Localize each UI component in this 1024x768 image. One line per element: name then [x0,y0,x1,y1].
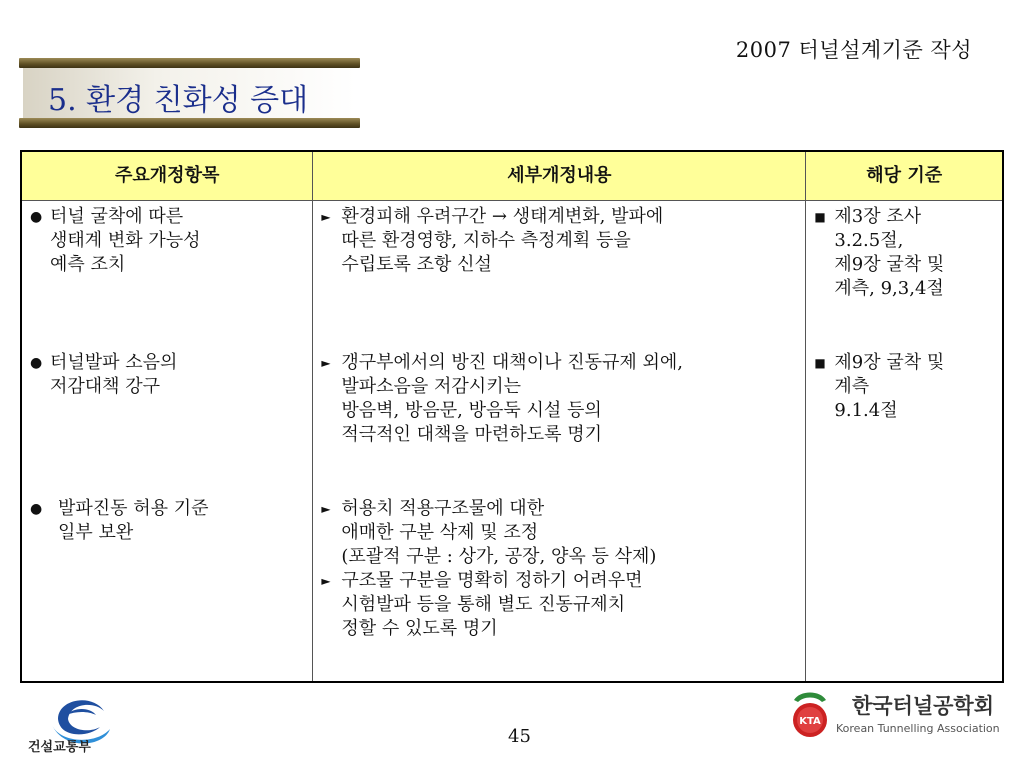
item-entry [30,351,306,399]
standard-entry [814,205,996,301]
detail-line: 허용치 적용구조물에 대한 [341,498,545,519]
title-bar-bottom [19,118,360,128]
detail-line: 정할 수 있도록 명기 [341,618,498,639]
standard-group [814,351,996,497]
standard-line: 계측, 9,3,4절 [834,278,944,299]
circle-bullet-icon: ● [30,501,43,517]
table-header-row [21,151,1003,201]
square-bullet-icon: ■ [814,210,826,224]
circle-bullet-icon: ● [30,209,43,225]
detail-entry [321,351,799,447]
standard-cell [806,201,1003,683]
moct-logo-label: 건설교통부 [28,740,91,755]
standard-line: 제9장 굴착 및 [834,352,945,373]
standard-line: 계측 [834,376,870,397]
pointer-bullet-icon: ► [321,574,331,588]
revision-table [20,150,1004,683]
slide-title: 5. 환경 친화성 증대 [48,83,309,118]
item-line: 터널발파 소음의 [50,352,178,373]
kta-logo-text: KTA [799,716,821,727]
square-bullet-icon: ■ [814,356,826,370]
detail-line: 환경피해 우려구간 → 생태계변화, 발파에 [341,206,664,227]
detail-group [321,497,799,677]
item-line: 저감대책 강구 [50,376,161,397]
main-item-cell [21,201,313,683]
table-row [21,201,1003,683]
item-entry [30,205,306,277]
detail-entry [321,569,799,641]
item-entry [30,497,306,545]
detail-line: 따른 환경영향, 지하수 측정계획 등을 [341,230,631,251]
detail-line: 발파소음을 저감시키는 [341,376,521,397]
standard-entry [814,351,996,423]
standard-line: 제3장 조사 [834,206,922,227]
item-line: 예측 조치 [50,254,126,275]
document-header-note: 2007 터널설계기준 작성 [735,38,972,62]
standard-line: 제9장 굴착 및 [834,254,945,275]
item-line: 생태계 변화 가능성 [50,230,201,251]
kta-name-korean: 한국터널공학회 [852,694,995,718]
slide-title-box [19,58,360,128]
kta-name-english: Korean Tunnelling Association [836,722,1000,735]
detail-line: 수립토록 조항 신설 [341,254,492,275]
detail-entry [321,497,799,569]
page-number: 45 [508,726,531,747]
detail-line: 적극적인 대책을 마련하도록 명기 [341,424,602,445]
kta-logo-icon [788,688,832,740]
circle-bullet-icon: ● [30,355,43,371]
detail-line: 방음벽, 방음문, 방음둑 시설 등의 [341,400,602,421]
header-main-item: 주요개정항목 [21,151,313,201]
pointer-bullet-icon: ► [321,210,331,224]
standard-group [814,497,996,677]
item-group [30,205,306,351]
detail-line: 애매한 구분 삭제 및 조정 [341,522,539,543]
item-line: 터널 굴착에 따른 [50,206,184,227]
detail-group [321,351,799,497]
header-standard: 해당 기준 [806,151,1003,201]
pointer-bullet-icon: ► [321,356,331,370]
item-group [30,351,306,497]
pointer-bullet-icon: ► [321,502,331,516]
standard-group [814,205,996,351]
detail-line: 시험발파 등을 통해 별도 진동규제치 [341,594,626,615]
detail-line: 구조물 구분을 명확히 정하기 어려우면 [341,570,643,591]
header-detail: 세부개정내용 [313,151,806,201]
standard-line: 9.1.4절 [834,400,898,421]
detail-entry [321,205,799,277]
item-line: 일부 보완 [58,522,134,543]
detail-line: 갱구부에서의 방진 대책이나 진동규제 외에, [341,352,683,373]
item-line: 발파진동 허용 기준 [58,498,209,519]
detail-cell [313,201,806,683]
standard-line: 3.2.5절, [834,230,904,251]
item-group [30,497,306,677]
detail-line: (포괄적 구분 : 상가, 공장, 양옥 등 삭제) [341,546,657,567]
detail-group [321,205,799,351]
title-bar-top [19,58,360,68]
